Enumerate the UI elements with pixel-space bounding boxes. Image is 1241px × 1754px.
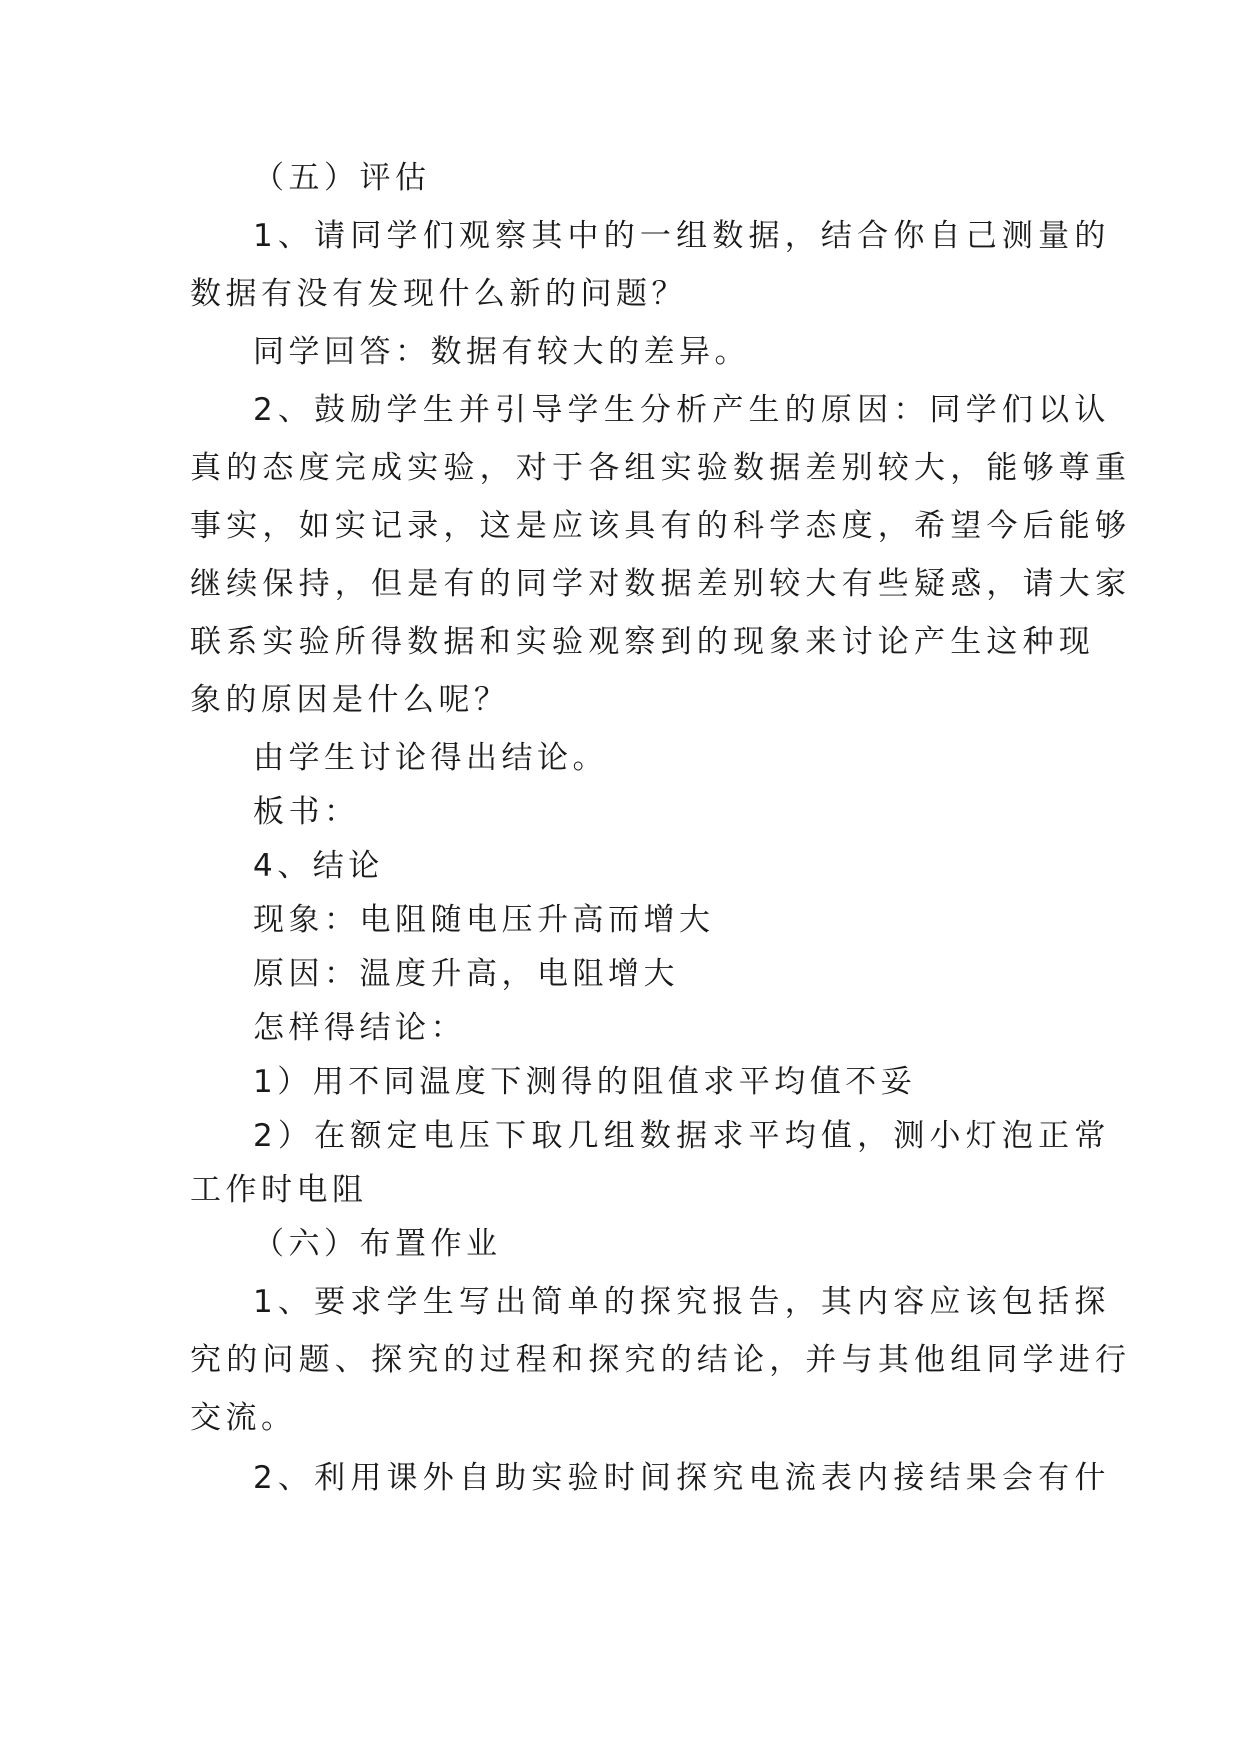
section-heading-homework: （六）布置作业 (253, 1226, 502, 1262)
paragraph-line: 象的原因是什么呢？ (190, 682, 510, 718)
paragraph-line: 1、请同学们观察其中的一组数据，结合你自己测量的 (253, 218, 1111, 254)
paragraph-line: 继续保持，但是有的同学对数据差别较大有些疑惑，请大家 (190, 566, 1132, 602)
paragraph-line: 2、利用课外自助实验时间探究电流表内接结果会有什 (253, 1460, 1111, 1496)
paragraph-line: 究的问题、探究的过程和探究的结论，并与其他组同学进行 (190, 1342, 1132, 1378)
paragraph-line: 数据有没有发现什么新的问题？ (190, 276, 687, 312)
paragraph-line: 现象：电阻随电压升高而增大 (253, 902, 715, 938)
section-heading-evaluation: （五）评估 (253, 160, 431, 196)
paragraph-line: 交流。 (190, 1400, 297, 1436)
paragraph-line: 联系实验所得数据和实验观察到的现象来讨论产生这种现 (190, 624, 1095, 660)
paragraph-line: 4、结论 (253, 848, 384, 884)
paragraph-line: 1）用不同温度下测得的阻值求平均值不妥 (253, 1064, 917, 1100)
paragraph-line: 由学生讨论得出结论。 (253, 740, 608, 776)
paragraph-line: 2、鼓励学生并引导学生分析产生的原因：同学们以认 (253, 392, 1111, 428)
paragraph-line: 事实，如实记录，这是应该具有的科学态度，希望今后能够 (190, 508, 1132, 544)
paragraph-line: 1、要求学生写出简单的探究报告，其内容应该包括探 (253, 1284, 1111, 1320)
paragraph-line: 板书： (253, 794, 360, 830)
paragraph-line: 原因：温度升高，电阻增大 (253, 956, 679, 992)
paragraph-line: 同学回答：数据有较大的差异。 (253, 334, 750, 370)
paragraph-line: 工作时电阻 (190, 1172, 368, 1208)
paragraph-line: 怎样得结论： (253, 1010, 466, 1046)
paragraph-line: 真的态度完成实验，对于各组实验数据差别较大，能够尊重 (190, 450, 1132, 486)
paragraph-line: 2）在额定电压下取几组数据求平均值，测小灯泡正常 (253, 1118, 1111, 1154)
